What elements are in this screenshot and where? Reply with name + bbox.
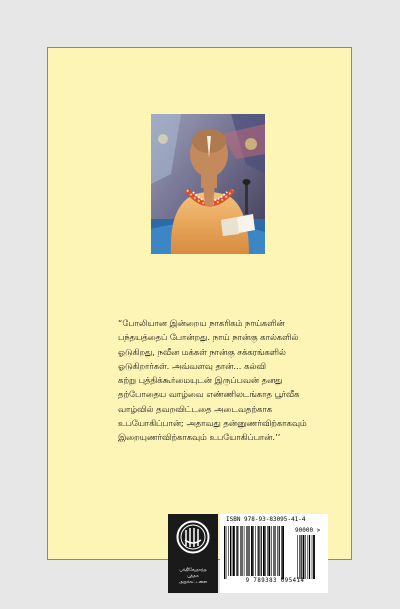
- barcode-bar: [240, 526, 241, 576]
- publisher-name-line1: பக்திவேதாந்த: [179, 568, 207, 573]
- barcode-bar: [267, 526, 268, 576]
- barcode-bar: [259, 526, 260, 576]
- barcode-bar: [224, 526, 225, 579]
- barcode-bar: [265, 526, 266, 576]
- barcode-bar: [233, 526, 235, 576]
- barcode-bar: [261, 526, 262, 576]
- publisher-name-line2: புத்தக: [187, 574, 199, 579]
- publisher-logo-block: [168, 514, 218, 593]
- barcode-bar: [271, 526, 272, 576]
- barcode-digits: 9 789383 095414: [245, 578, 305, 584]
- barcode-bar: [241, 526, 242, 576]
- barcode-bar: [232, 526, 233, 576]
- barcode-bar: [274, 526, 275, 576]
- barcode-bar: [247, 526, 248, 576]
- barcode-bar: [236, 526, 237, 576]
- barcode-bar: [228, 526, 229, 576]
- barcode-bar: [249, 526, 250, 576]
- barcode-addon-bar: [313, 535, 315, 579]
- barcode-addon-bar: [305, 535, 306, 579]
- barcode-addon: 90000 >: [295, 527, 321, 534]
- barcode-addon-bar: [301, 535, 302, 579]
- barcode-bar: [244, 526, 245, 576]
- barcode-bar: [226, 526, 227, 579]
- barcode-addon-bar: [297, 535, 298, 579]
- publisher-name-line3: அறக்கட்டளை: [179, 580, 207, 585]
- barcode-bar: [281, 526, 282, 579]
- barcode-bar: [255, 526, 256, 576]
- bbt-logo-icon: [176, 520, 210, 554]
- barcode-bar: [253, 526, 254, 576]
- barcode-addon-bar: [309, 535, 310, 579]
- barcode-bar: [263, 526, 265, 576]
- barcode-addon-bar: [303, 535, 305, 579]
- barcode-bar: [237, 526, 238, 576]
- author-photo: [151, 114, 265, 254]
- barcode-bar: [279, 526, 280, 576]
- barcode-addon-bar: [308, 535, 309, 579]
- author-photo-illustration: [151, 114, 265, 254]
- barcode-bar: [268, 526, 270, 576]
- barcode-bar: [251, 526, 253, 576]
- isbn-barcode: [220, 514, 328, 593]
- back-cover: [47, 47, 352, 585]
- barcode-bar: [246, 526, 247, 576]
- quote-text: “போலியான இன்றைய நாகரிகம் நாய்களின் பந்தயத்தைப் போன்றது. நாய் நான்கு கால்களில் ஓடுகிறது, நவீன மக்கள் நான்கு சக்கரங்களில் ஓடுகிறார்கள். அவ்வளவு தான்... கல்வி கற்று புத்திக்கூர்மையுடன் இருப்பவன் தனது தற்போதைய வாழ்வை எண்ணிலடங்காத பூர்வீக வாழ்வில் தவறவிட்டதை அடைவதற்காக உபயோகிப்பான்; அதாவது தன்னுணர்விற்காகவும் இறையுணர்விற்காகவும் உபயோகிப்பான்.’’: [118, 318, 307, 443]
- barcode-bar: [277, 526, 278, 576]
- barcode-bar: [258, 526, 259, 576]
- barcode-bar: [273, 526, 274, 576]
- barcode-addon-bar: [299, 535, 300, 579]
- isbn-label: ISBN 978-93-83095-41-4: [226, 516, 306, 523]
- barcode-bar: [282, 526, 284, 579]
- barcode-bar: [230, 526, 231, 576]
- barcode-addon-bar: [312, 535, 313, 579]
